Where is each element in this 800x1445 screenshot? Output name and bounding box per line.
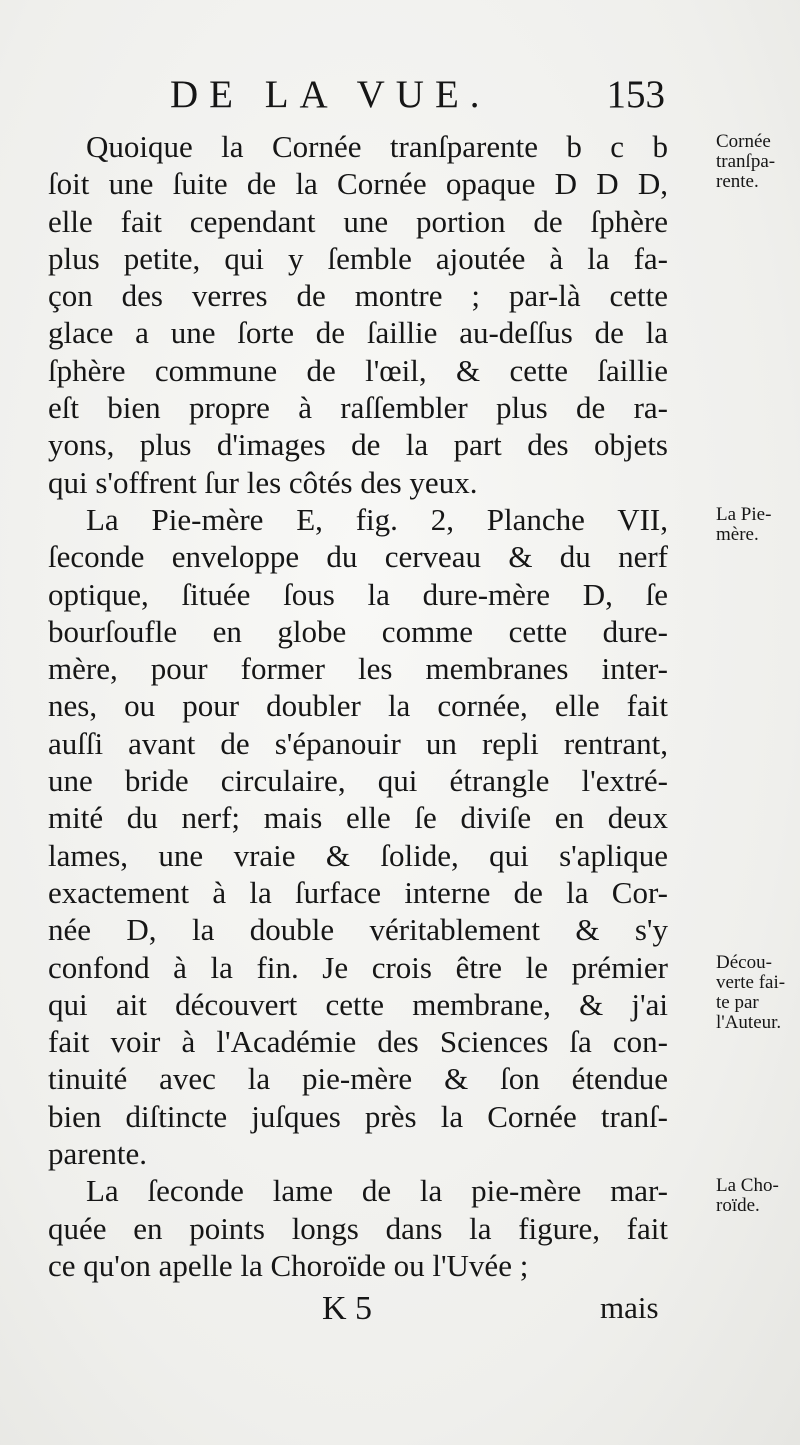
margin-note-line: l'Auteur.	[716, 1011, 782, 1033]
margin-note-line: roïde.	[716, 1195, 760, 1217]
margin-note-line: te par	[716, 991, 759, 1013]
margin-note-line: rente.	[716, 171, 759, 192]
text-line: fait voir à l'Académie des Sciences ſa con-	[48, 1024, 668, 1060]
text-line: tinuité avec la pie-mère & ſon étendue	[48, 1061, 668, 1097]
text-line: optique, ſituée ſous la dure-mère D, ſe	[48, 576, 668, 612]
text-line: une bride circulaire, qui étrangle l'extré-	[48, 763, 668, 799]
margin-note-line: La Cho-	[716, 1175, 779, 1197]
margin-note-line: tranſpa-	[716, 151, 776, 172]
text-line: qui ait découvert cette membrane, & j'ai	[48, 986, 668, 1022]
text-line: auſſi avant de s'épanouir un repli rentrant,	[48, 725, 668, 761]
text-line: ce qu'on apelle la Choroïde ou l'Uvée ;	[48, 1247, 529, 1283]
text-line: La ſeconde lame de la pie-mère mar-	[86, 1173, 668, 1209]
text-line: elle fait cependant une portion de ſphère	[48, 203, 668, 239]
margin-note-line: Décou-	[716, 951, 772, 973]
catchword: mais	[600, 1290, 659, 1325]
text-line: ſphère commune de l'œil, & cette ſaillie	[48, 352, 668, 388]
margin-note-line: Cornée	[716, 131, 771, 152]
text-line: çon des verres de montre ; par-là cette	[48, 278, 668, 314]
margin-note	[716, 953, 785, 1033]
text-line: La Pie-mère E, fig. 2, Planche VII,	[86, 501, 668, 537]
margin-note	[716, 1176, 779, 1216]
text-line: eſt bien propre à raſſembler plus de ra-	[48, 390, 668, 426]
page-header	[170, 72, 665, 122]
running-head: DE LA VUE.	[170, 73, 491, 116]
text-line: mère, pour former les membranes inter-	[48, 651, 668, 687]
text-line: ſoit une ſuite de la Cornée opaque D D D,	[48, 166, 668, 202]
margin-note-line: mère.	[716, 524, 759, 545]
margin-note	[716, 132, 775, 192]
text-line: lames, une vraie & ſolide, qui s'aplique	[48, 837, 668, 873]
text-line: Quoique la Cornée tranſparente b c b	[86, 129, 668, 164]
margin-note-line: La Pie-	[716, 504, 772, 525]
text-line: parente.	[48, 1136, 147, 1172]
text-line: qui s'offrent ſur les côtés des yeux.	[48, 464, 478, 500]
text-line: exactement à la ſurface interne de la Cor-	[48, 874, 668, 910]
signature-mark: K 5	[322, 1290, 373, 1327]
text-line: mité du nerf; mais elle ſe diviſe en deux	[48, 800, 668, 836]
body-text	[48, 128, 786, 1284]
text-line: yons, plus d'images de la part des objets	[48, 427, 668, 463]
text-line: née D, la double véritablement & s'y	[48, 912, 668, 948]
text-line: plus petite, qui y ſemble ajoutée à la fa-	[48, 240, 668, 276]
margin-note-line: verte fai-	[716, 971, 786, 993]
text-line: confond à la fin. Je crois être le prémier	[48, 949, 668, 985]
text-line: bourſoufle en globe comme cette dure-	[48, 613, 668, 649]
text-line: bien diſtincte juſques près la Cornée tranſ-	[48, 1098, 668, 1134]
text-line: quée en points longs dans la figure, fait	[48, 1210, 668, 1246]
text-line: glace a une ſorte de ſaillie au-deſſus de la	[48, 315, 668, 351]
margin-note	[716, 505, 771, 545]
text-line: nes, ou pour doubler la cornée, elle fait	[48, 688, 668, 724]
text-line: ſeconde enveloppe du cerveau & du nerf	[48, 539, 668, 575]
page-number: 153	[606, 73, 665, 116]
